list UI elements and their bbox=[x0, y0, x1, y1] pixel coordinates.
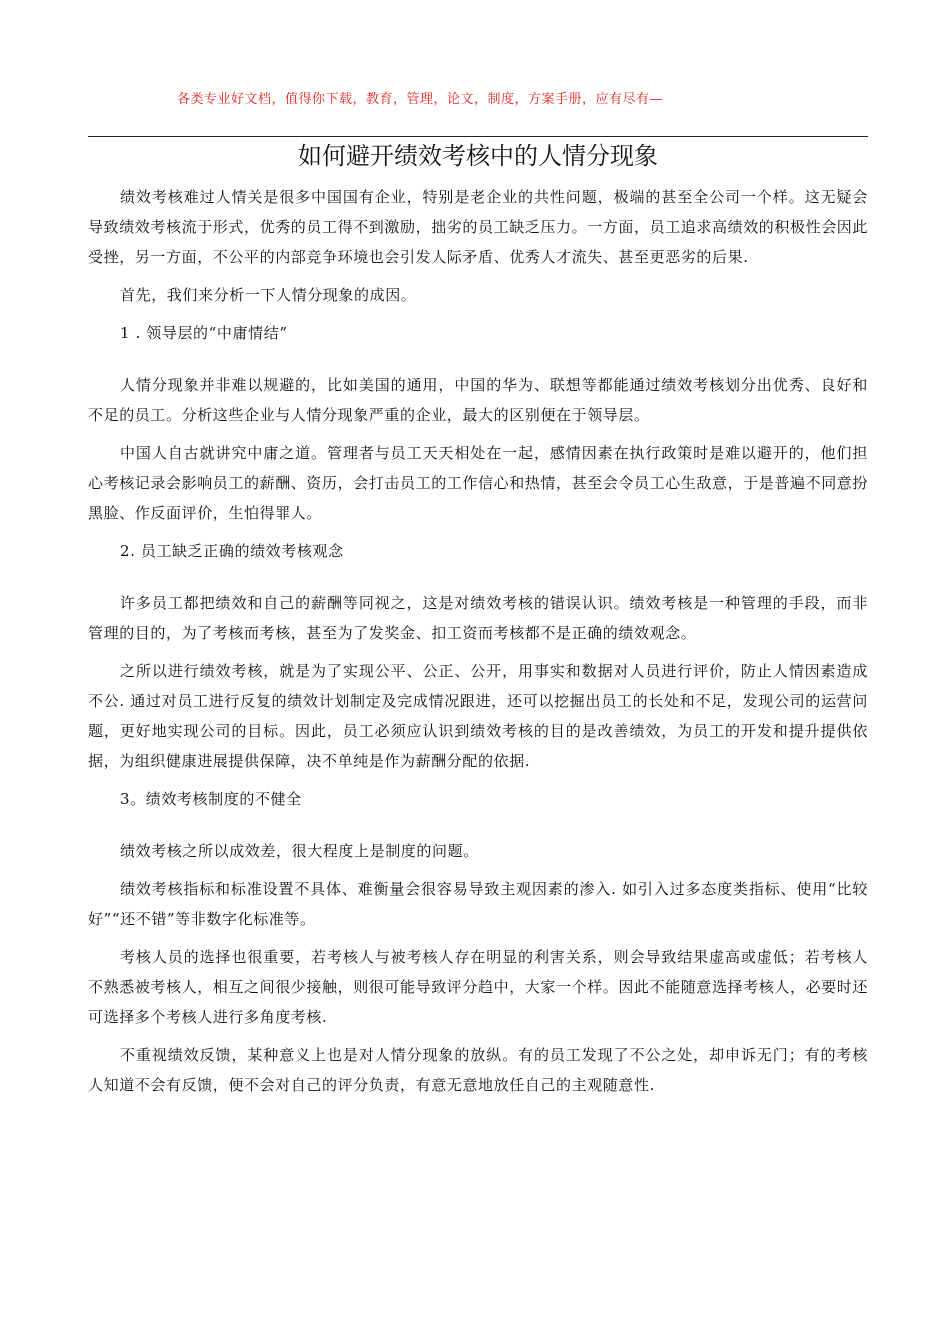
section-heading-3: 3。绩效考核制度的不健全 bbox=[120, 790, 302, 808]
paragraph: 许多员工都把绩效和自己的薪酬等同视之，这是对绩效考核的错误认识。绩效考核是一种管理的手段，而非管理的目的，为了考核而考核，甚至为了发奖金、扣工资而考核都不是正确的绩效观念。 bbox=[88, 594, 868, 642]
paragraph-cause-lead: 首先，我们来分析一下人情分现象的成因。 bbox=[120, 286, 417, 304]
section-heading-2: 2. 员工缺乏正确的绩效考核观念 bbox=[120, 542, 344, 560]
paragraph: 绩效考核之所以成效差，很大程度上是制度的问题。 bbox=[120, 842, 479, 860]
paragraph: 中国人自古就讲究中庸之道。管理者与员工天天相处在一起，感情因素在执行政策时是难以避开的，他们担心考核记录会影响员工的薪酬、资历，会打击员工的工作信心和热情，甚至会令员工心生敌意，于是普遍不同意扮黑脸、作反面评价，生怕得罪人。 bbox=[88, 444, 869, 522]
header-note: 各类专业好文档，值得你下载，教育，管理，论文，制度，方案手册，应有尽有— bbox=[176, 92, 663, 107]
paragraph: 不重视绩效反馈，某种意义上也是对人情分现象的放纵。有的员工发现了不公之处，却申诉无门；有的考核人知道不会有反馈，便不会对自己的评分负责，有意无意地放任自己的主观随意性. bbox=[88, 1046, 868, 1094]
paragraph: 绩效考核指标和标准设置不具体、难衡量会很容易导致主观因素的渗入. 如引入过多态度类指标、使用“比较好”“还不错”等非数字化标准等。 bbox=[88, 880, 868, 928]
paragraph: 之所以进行绩效考核，就是为了实现公平、公正、公开，用事实和数据对人员进行评价，防止人情因素造成不公. 通过对员工进行反复的绩效计划制定及完成情况跟进，还可以挖掘出员工的长处和不足，发现公司的运营问题，更好地实现公司的目标。因此，员工必须应认识到绩效考核的目的是改善绩效，为员工的开发和提升提供依据，为组织健康进展提供保障，决不单纯是作为薪酬分配的依据. bbox=[88, 662, 868, 770]
paragraph: 考核人员的选择也很重要，若考核人与被考核人存在明显的利害关系，则会导致结果虚高或虚低；若考核人不熟悉被考核人，相互之间很少接触，则很可能导致评分趋中，大家一个样。因此不能随意选择考核人，必要时还可选择多个考核人进行多角度考核. bbox=[88, 948, 869, 1026]
document-body bbox=[88, 182, 868, 1108]
paragraph-intro: 绩效考核难过人情关是很多中国国有企业，特别是老企业的共性问题，极端的甚至全公司一个样。这无疑会导致绩效考核流于形式，优秀的员工得不到激励，拙劣的员工缺乏压力。一方面，员工追求高绩效的积极性会因此受挫，另一方面，不公平的内部竞争环境也会引发人际矛盾、优秀人才流失、甚至更恶劣的后果. bbox=[88, 188, 869, 266]
paragraph: 人情分现象并非难以规避的，比如美国的通用，中国的华为、联想等都能通过绩效考核划分出优秀、良好和不足的员工。分析这些企业与人情分现象严重的企业，最大的区别便在于领导层。 bbox=[88, 376, 868, 424]
document-title: 如何避开绩效考核中的人情分现象 bbox=[298, 142, 658, 170]
horizontal-rule bbox=[88, 136, 868, 137]
section-heading-1: 1 . 领导层的“中庸情结” bbox=[120, 324, 288, 342]
